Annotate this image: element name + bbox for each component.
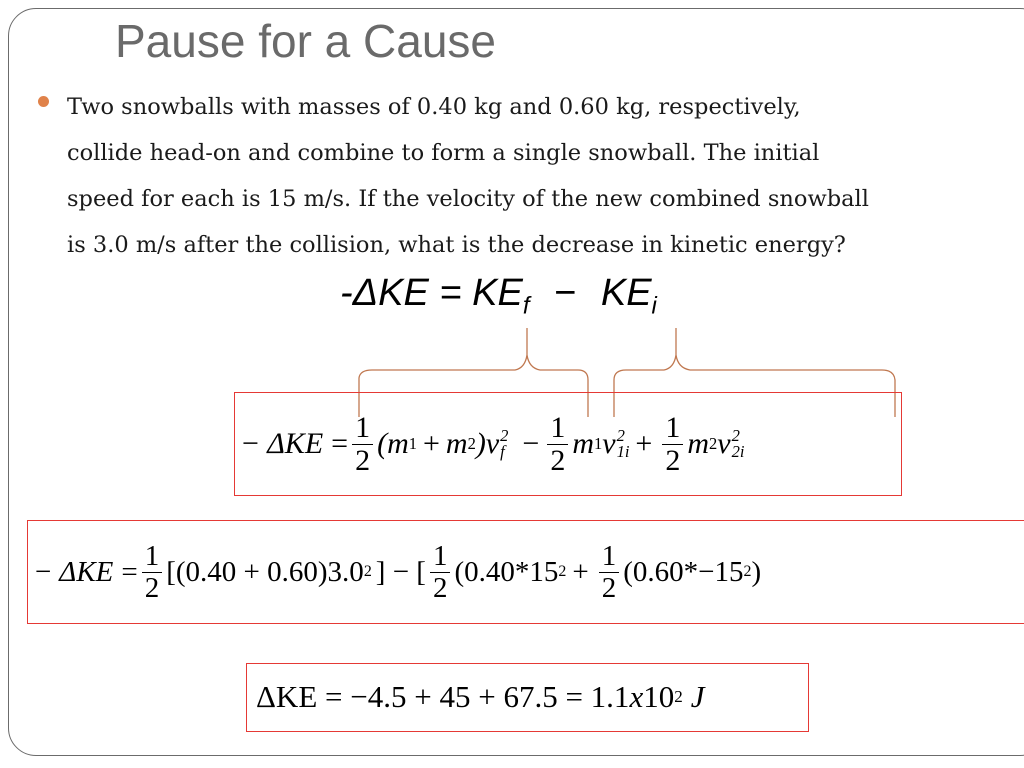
- sym-eq: =: [331, 427, 349, 460]
- sym-sub-1: 1: [408, 434, 417, 453]
- symbolic-equation: [240, 398, 744, 490]
- sym-half-3: $\frac{1}{2}$: [662, 412, 683, 476]
- sym-t2v: v: [602, 427, 616, 460]
- num-half-3: $\frac{1}{2}$: [599, 541, 620, 603]
- num-part4: (0.60*−15: [623, 555, 744, 588]
- sym-minus: −: [522, 427, 540, 460]
- sym-close: )v: [475, 427, 500, 460]
- main-eq-sub-i: i: [651, 292, 657, 320]
- main-eq-sub-f: f: [522, 292, 530, 320]
- main-eq-minus: −: [554, 272, 577, 314]
- num-part1: [(0.40 + 0.60)3.0: [166, 555, 364, 588]
- main-eq-lhs: -ΔKE = KE: [340, 272, 523, 314]
- sym-v1i-supsub: 2 1i: [616, 425, 630, 461]
- sym-t3m: m: [687, 427, 709, 460]
- num-half-1: $\frac{1}{2}$: [142, 541, 163, 603]
- sym-half-2: $\frac{1}{2}$: [547, 412, 568, 476]
- sym-m2: m: [445, 427, 468, 460]
- main-equation: [340, 272, 657, 321]
- sym-vf-supsub: 2 f: [500, 425, 509, 461]
- slide-title: Pause for a Cause: [115, 15, 497, 67]
- sym-lhs: − ΔKE: [240, 427, 324, 460]
- sym-v2i-supsub: 2 2i: [731, 425, 745, 461]
- bullet-dot-icon: [38, 96, 49, 107]
- result-x: x: [629, 679, 644, 714]
- result-ten: 10: [643, 679, 675, 714]
- main-eq-ke: KE: [600, 272, 652, 314]
- sym-plus-2: +: [635, 427, 653, 460]
- result-text: ΔKE = −4.5 + 45 + 67.5 = 1.1: [256, 679, 630, 714]
- num-part3: (0.40*15: [454, 555, 559, 588]
- num-part5: ): [751, 555, 762, 588]
- num-lhs: − ΔKE: [33, 555, 114, 588]
- sym-half-1: $\frac{1}{2}$: [352, 412, 373, 476]
- problem-line-4: is 3.0 m/s after the collision, what is the decrease in kinetic energy?: [67, 232, 846, 258]
- sym-plus-1: +: [422, 427, 440, 460]
- result-exp: 2: [674, 687, 683, 706]
- num-eq: =: [121, 555, 138, 588]
- num-part2: ] − [: [375, 555, 426, 588]
- sym-t3v: v: [717, 427, 731, 460]
- num-half-2: $\frac{1}{2}$: [430, 541, 451, 603]
- numeric-equation: [33, 526, 761, 618]
- num-p3sup: 2: [558, 563, 567, 580]
- sym-t3ms: 2: [709, 434, 718, 453]
- result-unit: J: [690, 679, 705, 714]
- num-p4sup: 2: [743, 563, 752, 580]
- num-p1sup: 2: [363, 563, 372, 580]
- problem-line-1: Two snowballs with masses of 0.40 kg and 0.60 kg, respectively,: [67, 94, 801, 120]
- result-equation: [256, 668, 704, 726]
- problem-line-3: speed for each is 15 m/s. If the velocity of the new combined snowball: [67, 186, 869, 212]
- problem-line-2: collide head-on and combine to form a single snowball. The initial: [67, 140, 820, 166]
- num-plus: +: [572, 555, 589, 588]
- sym-sub-2: 2: [467, 434, 476, 453]
- problem-text: [67, 84, 1017, 268]
- sym-t2m: m: [572, 427, 594, 460]
- sym-term1: (m: [377, 427, 409, 460]
- sym-t2ms: 1: [593, 434, 603, 453]
